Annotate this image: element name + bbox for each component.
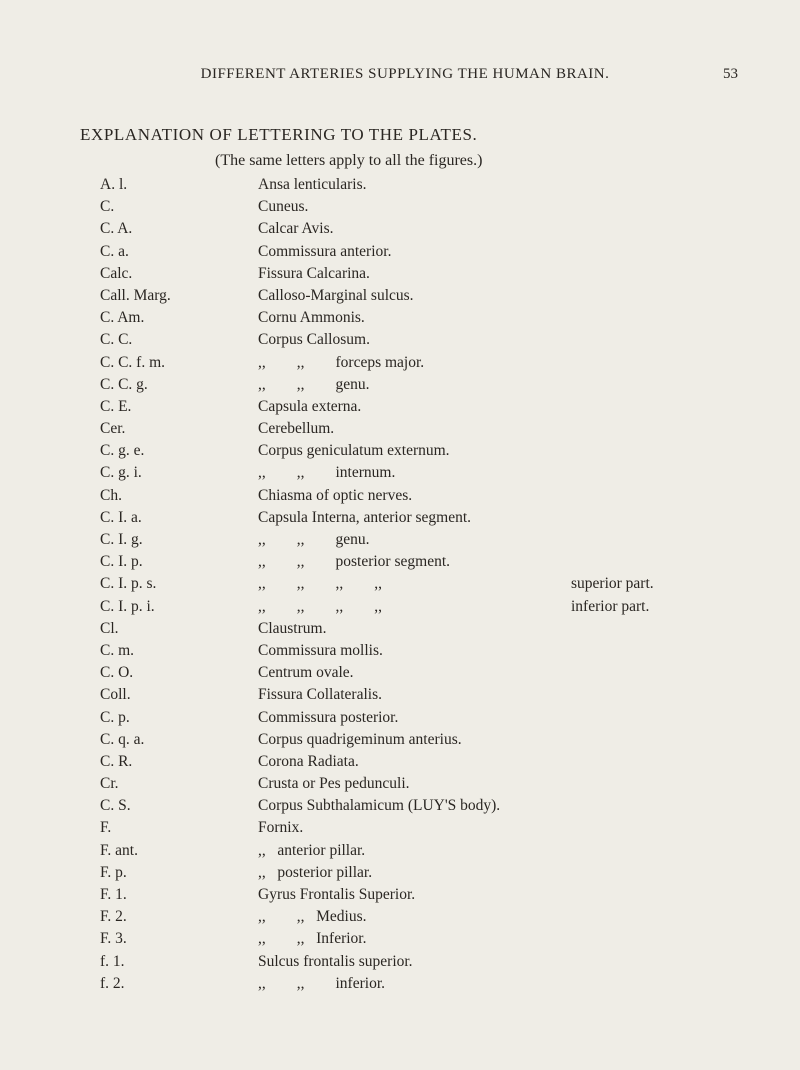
entry-meaning: Fissura Calcarina. xyxy=(258,264,370,282)
entry-abbreviation: C. S. xyxy=(100,797,131,815)
lettering-entry xyxy=(0,664,800,686)
entry-meaning: Fornix. xyxy=(258,819,304,837)
entry-meaning: Sulcus frontalis superior. xyxy=(258,952,413,970)
entry-abbreviation: f. 2. xyxy=(100,974,125,992)
entry-abbreviation: C. I. p. xyxy=(100,553,143,571)
section-subheading: (The same letters apply to all the figures.) xyxy=(215,152,483,169)
entry-meaning: Fissura Collateralis. xyxy=(258,686,382,704)
entry-meaning: Corpus Subthalamicum (LUY'S body). xyxy=(258,797,501,815)
entry-meaning: Corpus Callosum. xyxy=(258,331,370,349)
entry-abbreviation: Calc. xyxy=(100,264,133,282)
entry-abbreviation: C. I. a. xyxy=(100,508,142,526)
entry-meaning: ,, ,, Inferior. xyxy=(258,930,367,948)
entry-meaning: ,, ,, inferior. xyxy=(258,974,385,992)
entry-meaning: Centrum ovale. xyxy=(258,664,354,682)
lettering-entry xyxy=(0,953,800,975)
entry-meaning: Crusta or Pes pedunculi. xyxy=(258,775,410,793)
entry-abbreviation: f. 1. xyxy=(100,952,125,970)
lettering-entry xyxy=(0,753,800,775)
entry-abbreviation: C. O. xyxy=(100,664,134,682)
entry-meaning: Ansa lenticularis. xyxy=(258,176,367,193)
entry-abbreviation: Coll. xyxy=(100,686,131,704)
entry-abbreviation: C. C. g. xyxy=(100,375,148,393)
lettering-entry xyxy=(0,886,800,908)
lettering-entry xyxy=(0,709,800,731)
lettering-entry xyxy=(0,731,800,753)
entry-meaning: ,, ,, genu. xyxy=(258,531,370,548)
lettering-entry xyxy=(0,376,800,398)
lettering-entry xyxy=(0,309,800,331)
entry-meaning: ,, ,, posterior segment. xyxy=(258,553,451,571)
entry-meaning: ,, ,, ,, ,, xyxy=(258,575,382,593)
entry-abbreviation: F. 3. xyxy=(100,930,127,948)
entry-abbreviation: F. xyxy=(100,819,112,837)
entry-meaning: Cuneus. xyxy=(258,198,309,216)
entry-abbreviation: C. m. xyxy=(100,641,135,659)
entry-abbreviation: A. l. xyxy=(100,176,128,193)
entry-meaning: ,, ,, ,, ,, xyxy=(258,597,382,615)
entry-meaning: Corona Radiata. xyxy=(258,752,359,770)
entry-meaning: Capsula externa. xyxy=(258,397,362,415)
entry-abbreviation: C. R. xyxy=(100,752,133,770)
entry-meaning: Calloso-Marginal sulcus. xyxy=(258,286,414,304)
entry-meaning: Corpus geniculatum externum. xyxy=(258,442,450,460)
lettering-entry xyxy=(0,575,800,597)
entry-meaning: Claustrum. xyxy=(258,619,327,637)
lettering-entry xyxy=(0,686,800,708)
entry-meaning: ,, ,, Medius. xyxy=(258,908,367,926)
entry-abbreviation: C. I. g. xyxy=(100,531,143,548)
entry-abbreviation: C. I. p. i. xyxy=(100,597,155,615)
entry-abbreviation: F. ant. xyxy=(100,841,138,859)
entry-meaning: Commissura anterior. xyxy=(258,242,392,260)
entry-meaning: ,, ,, internum. xyxy=(258,464,396,482)
lettering-entry xyxy=(0,287,800,309)
entry-abbreviation: Cer. xyxy=(100,420,126,438)
entry-extra: inferior part. xyxy=(571,597,650,615)
entry-meaning: Capsula Interna, anterior segment. xyxy=(258,508,472,526)
lettering-entry xyxy=(0,864,800,886)
lettering-entry xyxy=(0,531,800,553)
lettering-entry xyxy=(0,598,800,620)
entry-meaning: Corpus quadrigeminum anterius. xyxy=(258,730,462,748)
entry-abbreviation: C. g. e. xyxy=(100,442,145,460)
entry-extra: superior part. xyxy=(571,575,654,593)
entry-abbreviation: C. A. xyxy=(100,220,133,238)
lettering-entry xyxy=(0,220,800,242)
entry-abbreviation: Call. Marg. xyxy=(100,286,171,304)
entry-abbreviation: Ch. xyxy=(100,486,122,504)
lettering-entry xyxy=(0,420,800,442)
lettering-entry xyxy=(0,620,800,642)
section-heading: EXPLANATION OF LETTERING TO THE PLATES. xyxy=(80,125,478,144)
lettering-list xyxy=(0,176,800,997)
lettering-entry xyxy=(0,509,800,531)
entry-abbreviation: Cl. xyxy=(100,619,119,637)
lettering-entry xyxy=(0,464,800,486)
lettering-entry xyxy=(0,553,800,575)
entry-abbreviation: C. a. xyxy=(100,242,129,260)
lettering-entry xyxy=(0,398,800,420)
entry-abbreviation: C. Am. xyxy=(100,309,145,327)
lettering-entry xyxy=(0,331,800,353)
entry-abbreviation: C. C. xyxy=(100,331,133,349)
entry-abbreviation: C. q. a. xyxy=(100,730,145,748)
lettering-entry xyxy=(0,487,800,509)
entry-abbreviation: F. 2. xyxy=(100,908,127,926)
lettering-entry xyxy=(0,642,800,664)
lettering-entry xyxy=(0,908,800,930)
lettering-entry xyxy=(0,198,800,220)
entry-abbreviation: C. g. i. xyxy=(100,464,142,482)
lettering-entry xyxy=(0,442,800,464)
entry-meaning: Cornu Ammonis. xyxy=(258,309,365,327)
entry-abbreviation: C. E. xyxy=(100,397,132,415)
entry-abbreviation: Cr. xyxy=(100,775,119,793)
entry-meaning: Commissura posterior. xyxy=(258,708,399,726)
entry-meaning: Chiasma of optic nerves. xyxy=(258,486,413,504)
lettering-entry xyxy=(0,265,800,287)
lettering-entry xyxy=(0,819,800,841)
lettering-entry xyxy=(0,775,800,797)
entry-meaning: Commissura mollis. xyxy=(258,641,383,659)
lettering-entry xyxy=(0,354,800,376)
lettering-entry xyxy=(0,176,800,198)
entry-abbreviation: F. 1. xyxy=(100,886,127,903)
lettering-entry xyxy=(0,797,800,819)
lettering-entry xyxy=(0,243,800,265)
entry-meaning: ,, ,, genu. xyxy=(258,375,370,393)
entry-meaning: Calcar Avis. xyxy=(258,220,334,238)
entry-meaning: ,, ,, forceps major. xyxy=(258,353,425,371)
entry-meaning: ,, posterior pillar. xyxy=(258,863,373,881)
entry-abbreviation: F. p. xyxy=(100,863,127,881)
lettering-entry xyxy=(0,842,800,864)
entry-meaning: Gyrus Frontalis Superior. xyxy=(258,886,416,903)
lettering-entry xyxy=(0,930,800,952)
entry-abbreviation: C. xyxy=(100,198,115,216)
entry-meaning: Cerebellum. xyxy=(258,420,335,438)
entry-abbreviation: C. p. xyxy=(100,708,130,726)
running-head: DIFFERENT ARTERIES SUPPLYING THE HUMAN BRAIN. xyxy=(200,66,610,82)
entry-abbreviation: C. C. f. m. xyxy=(100,353,166,371)
entry-abbreviation: C. I. p. s. xyxy=(100,575,157,593)
page-number: 53 xyxy=(723,66,738,82)
entry-meaning: ,, anterior pillar. xyxy=(258,841,366,859)
lettering-entry xyxy=(0,975,800,997)
